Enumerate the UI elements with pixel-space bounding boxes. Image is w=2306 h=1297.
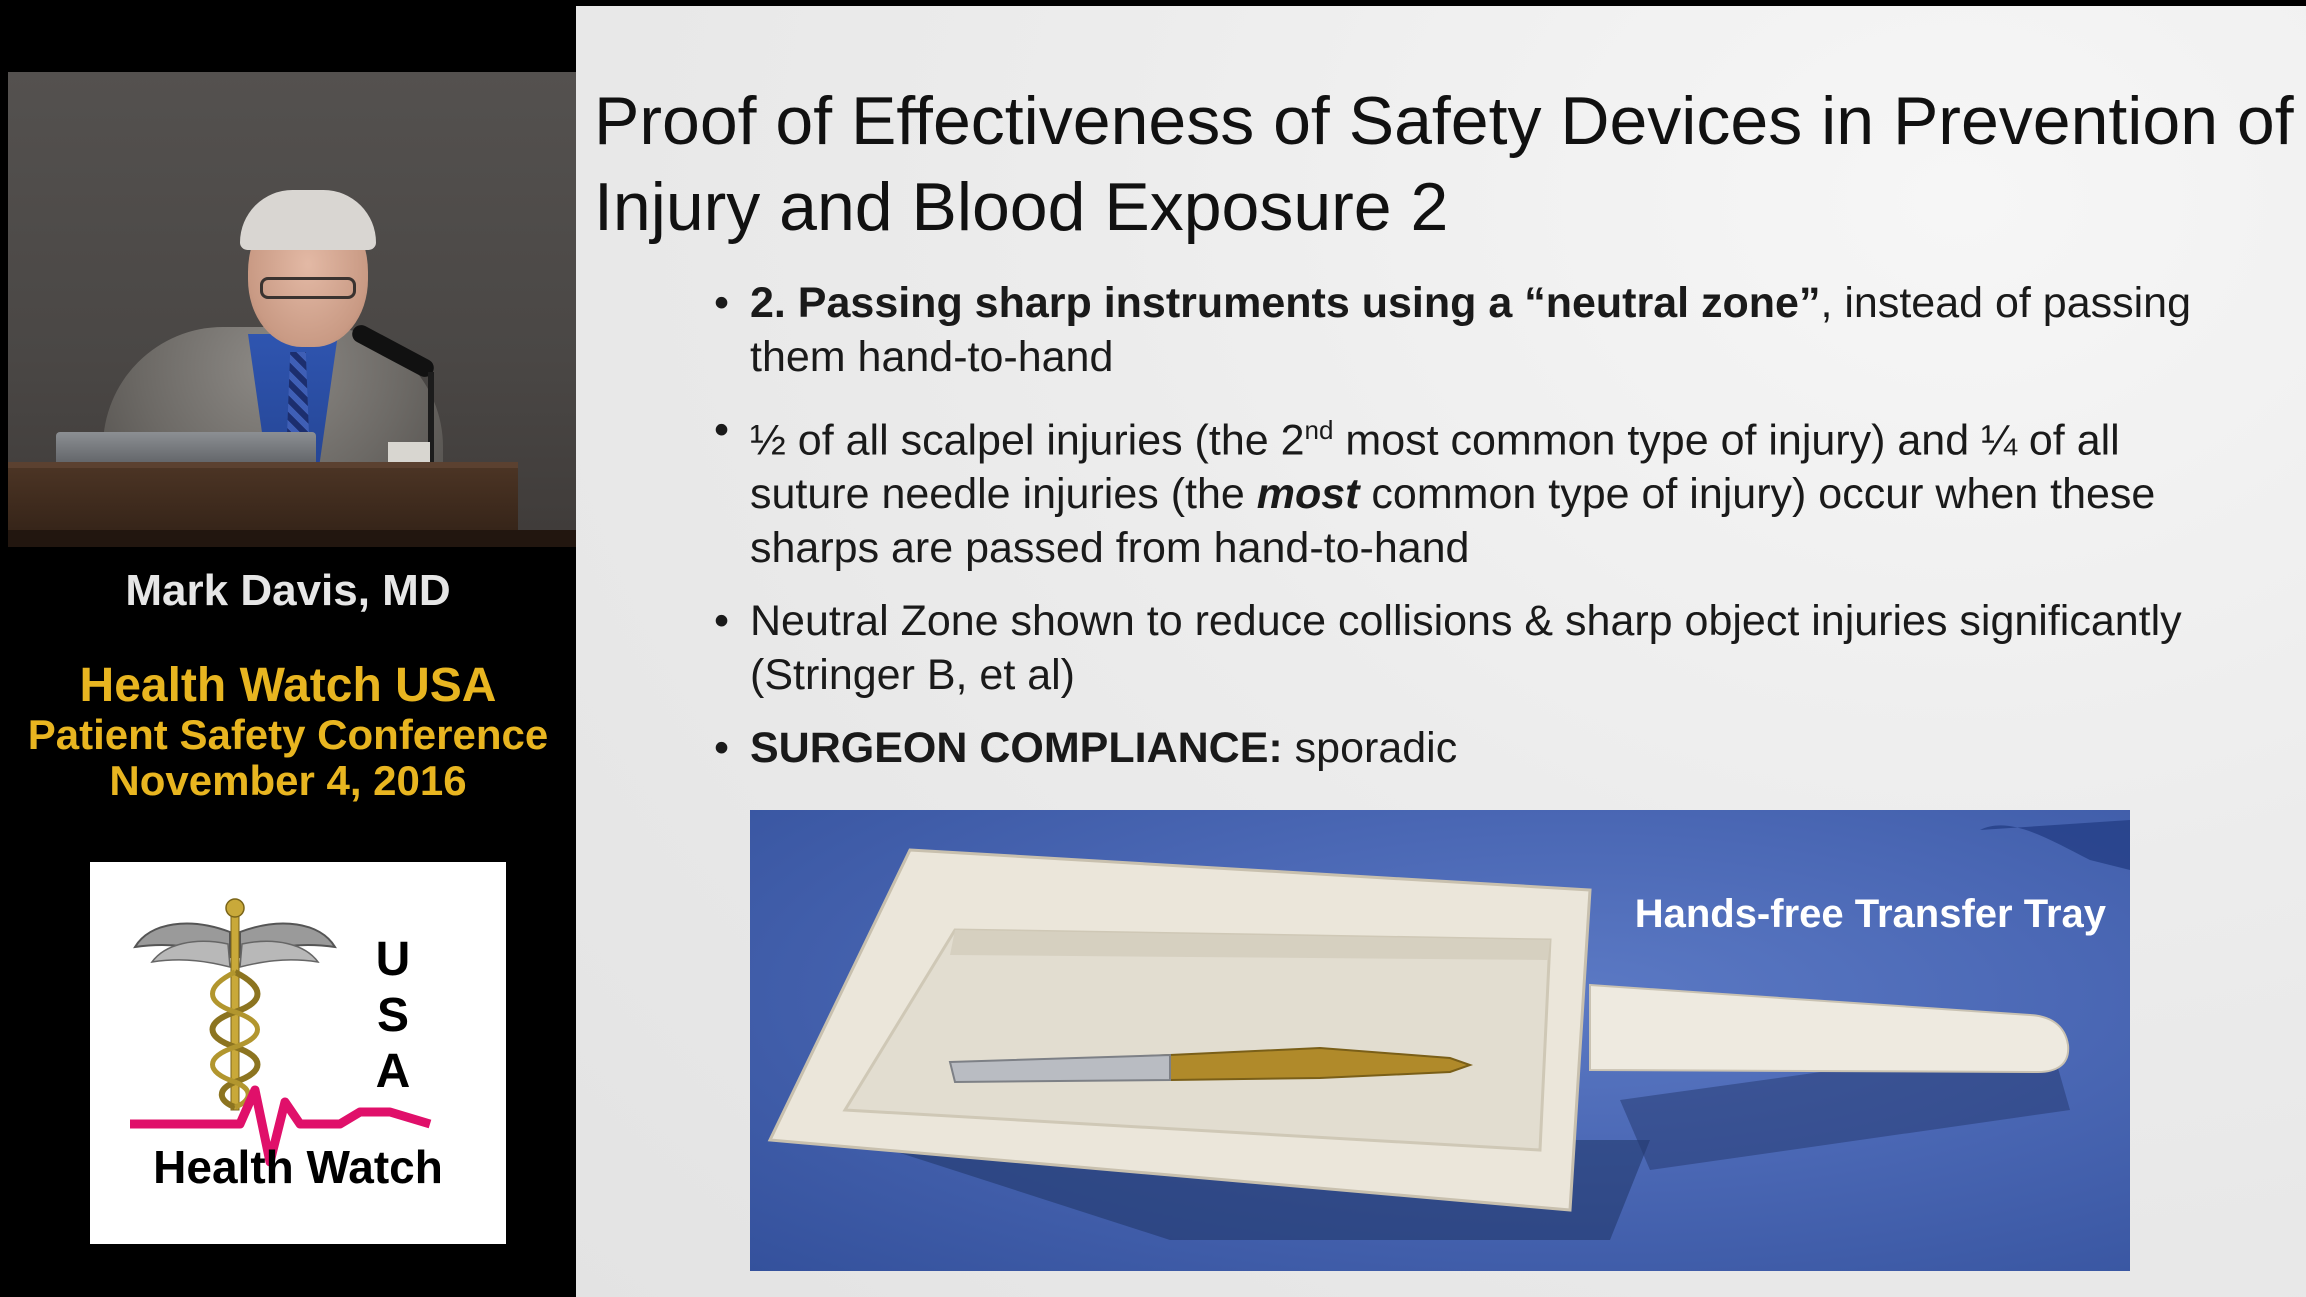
photo-caption: Hands-free Transfer Tray	[1634, 892, 2106, 936]
bullet-item	[714, 721, 2214, 775]
slide-title: Proof of Effectiveness of Safety Devices in Prevention of Injury and Blood Exposure 2	[594, 83, 2294, 245]
bullet-text: ½ of all scalpel injuries (the 2	[750, 416, 1305, 465]
bullet-text: , instead of passing them hand-to-hand	[750, 279, 2191, 381]
bullet-bold-text: 2. Passing sharp instruments using a “neutral zone”	[750, 279, 1821, 327]
speaker-video	[8, 72, 576, 547]
conference-event: Patient Safety Conference	[27, 711, 549, 758]
transfer-tray-image	[750, 810, 2130, 1271]
podium-base	[8, 530, 576, 547]
bullet-text: common type of injury) occur when these sharps are passed from hand-to-hand	[750, 470, 2156, 573]
presentation-slide	[576, 6, 2306, 1297]
bullet-text: Neutral Zone shown to reduce collisions & sharp object injuries significantly (Stringer B, et al)	[750, 597, 2182, 700]
transfer-tray-photo	[750, 810, 2130, 1271]
logo-letter-u: U	[375, 933, 411, 986]
logo-letters	[368, 932, 418, 1100]
bullet-superscript: nd	[1304, 415, 1334, 445]
logo-letter-s: S	[376, 989, 409, 1042]
conference-date: November 4, 2016	[109, 757, 467, 804]
bullet-list	[714, 276, 2214, 794]
conference-organization: Health Watch USA	[79, 659, 497, 712]
logo-caption: Health Watch	[153, 1141, 443, 1193]
speaker-name: Mark Davis, MD	[125, 566, 451, 615]
bullet-emphasis: most	[1256, 470, 1360, 519]
bullet-text: sporadic	[1282, 724, 1458, 773]
bullet-item	[714, 403, 2214, 575]
logo-letter-a: A	[375, 1045, 411, 1098]
bullet-text: most common type of injury) and ¼ of all suture needle injuries (the	[750, 416, 2120, 519]
conference-info	[0, 660, 576, 804]
health-watch-logo	[90, 862, 506, 1244]
bullet-item	[714, 594, 2214, 702]
speaker-panel	[0, 0, 576, 1297]
speaker-hair	[240, 190, 376, 250]
bullet-item	[714, 276, 2214, 384]
laptop	[56, 432, 316, 466]
speaker-glasses	[260, 277, 356, 299]
bullet-bold-text: SURGEON COMPLIANCE:	[750, 724, 1283, 773]
